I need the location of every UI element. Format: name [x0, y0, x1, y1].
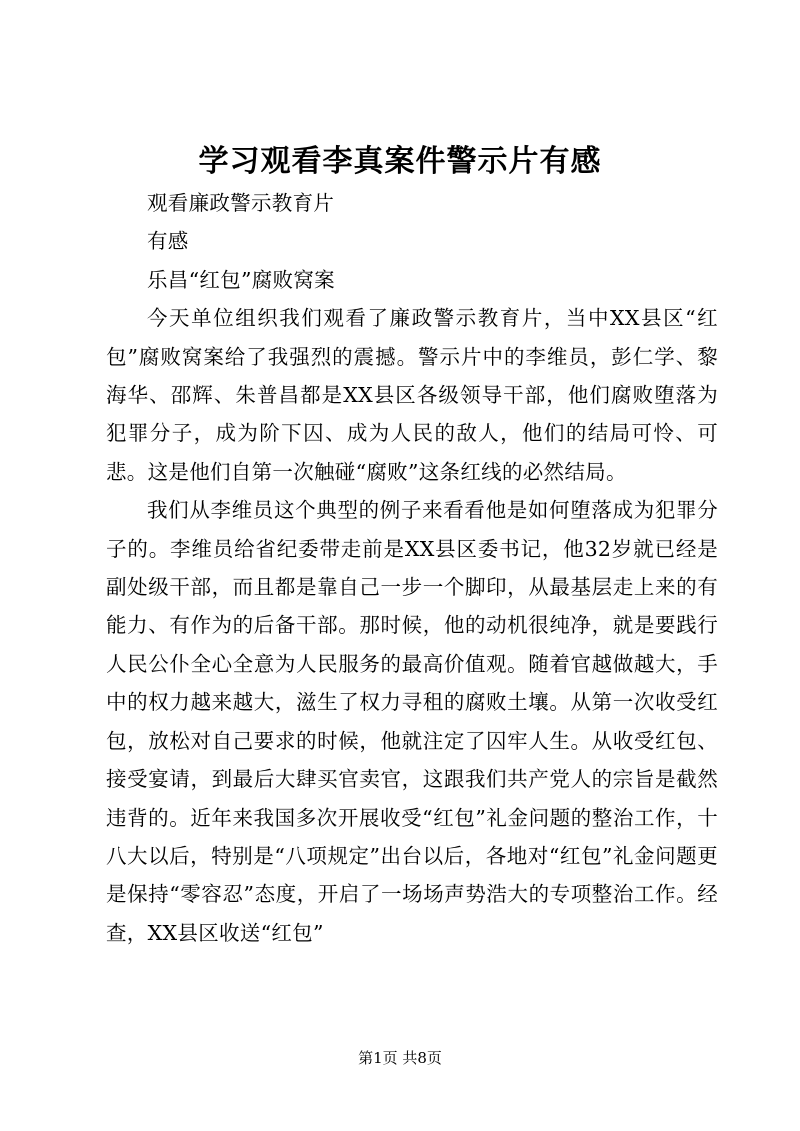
page-footer: 第1页 共8页	[358, 1049, 442, 1067]
body-paragraph: 我们从李维员这个典型的例子来看看他是如何堕落成为犯罪分子的。李维员给省纪委带走前是XX县区委书记，他32岁就已经是副处级干部，而且都是靠自己一步一个脚印，从最基层走上来的有能力、有作为的后备干部。那时候，他的动机很纯净，就是要践行人民公仆全心全意为人民服务的最高价值观。随着官越做越大，手中的权力越来越大，滋生了权力寻租的腐败土壤。从第一次收受红包，放松对自己要求的时候，他就注定了囚牢人生。从收受红包、接受宴请，到最后大肆买官卖官，这跟我们共产党人的宗旨是截然违背的。近年来我国多次开展收受“红包”礼金问题的整治工作，十八大以后，特别是“八项规定”出台以后，各地对“红包”礼金问题更是保持“零容忍”态度，开启了一场场声势浩大的专项整治工作。经查，XX县区收送“红包”	[106, 498, 718, 945]
body-paragraph: 今天单位组织我们观看了廉政警示教育片，当中XX县区“红包”腐败窝案给了我强烈的震撼。警示片中的李维员，彭仁学、黎海华、邵辉、朱普昌都是XX县区各级领导干部，他们腐败堕落为犯罪分子，成为阶下囚、成为人民的敌人，他们的结局可怜、可悲。这是他们自第一次触碰“腐败”这条红线的必然结局。	[106, 306, 718, 484]
subtitle-line: 观看廉政警示教育片	[147, 191, 335, 215]
document-body	[106, 184, 718, 952]
document-title: 学习观看李真案件警示片有感	[198, 144, 602, 179]
subtitle-line: 乐昌“红包”腐败窝案	[147, 267, 335, 292]
subtitle-line: 有感	[147, 229, 189, 254]
